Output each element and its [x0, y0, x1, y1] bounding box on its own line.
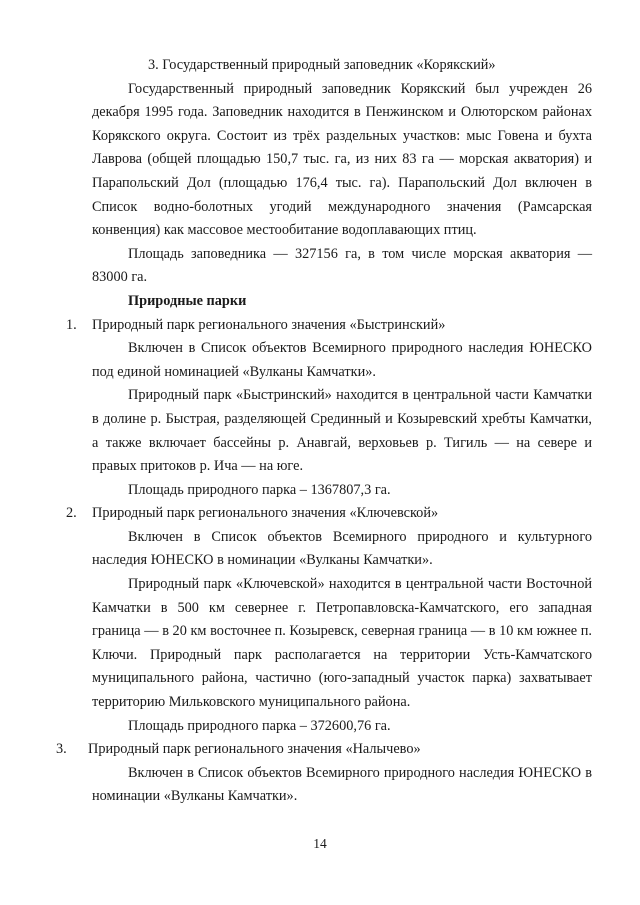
park-1-title	[56, 314, 592, 338]
reserve-area: Площадь заповедника — 327156 га, в том числе морская акватория — 83000 га.	[92, 245, 592, 286]
park-1-title-text: Природный парк регионального значения «Быстринский»	[92, 316, 446, 333]
park-2-title	[56, 502, 592, 526]
section-3-title: 3. Государственный природный заповедник «Корякский»	[148, 57, 496, 73]
park-3-title-text: Природный парк регионального значения «Налычево»	[88, 741, 421, 758]
park-2-description: Природный парк «Ключевской» находится в центральной части Восточной Камчатки в 500 км севернее г. Петропавловска-Камчатского, его западная граница — в 20 км восточнее п. Козыревск, северная граница — в 10 км южнее п. Ключи. Природный парк располагается на территории Усть-Камчатского муниципального района, частично (юго-западный участок парка) захватывает территорию Мильковского муниципального района.	[92, 576, 592, 711]
reserve-description: Государственный природный заповедник Корякский был учрежден 26 декабря 1995 года. Заповедник находится в Пенжинском и Олюторском районах Корякского округа. Состоит из трёх раздельных участков: мыс Говена и бухта Лаврова (общей площадью 150,7 тыс. га, из них 83 га — морская акватория) и Парапольский Дол (площадью 176,4 тыс. га). Парапольский Дол включен в Список водно-болотных угодий международного значения (Рамсарская конвенция) как массовое местообитание водоплавающих птиц.	[92, 80, 592, 239]
park-2-area: Площадь природного парка – 372600,76 га.	[128, 717, 391, 734]
park-2-number: 2.	[66, 505, 77, 522]
park-3-number: 3.	[56, 741, 67, 758]
park-2-title-text: Природный парк регионального значения «Ключевской»	[92, 505, 439, 522]
park-1-number: 1.	[66, 316, 77, 333]
parks-heading: Природные парки	[128, 292, 247, 309]
park-1-area: Площадь природного парка – 1367807,3 га.	[128, 481, 391, 498]
park-1-description: Природный парк «Быстринский» находится в центральной части Камчатки в долине р. Быстрая, разделяющей Срединный и Козыревский хребты Камчатки, а также включает бассейны р. Анавгай, верховьев р. Тигиль — на севере и правых притоков р. Ича — на юге.	[92, 387, 592, 475]
page-number: 14	[313, 836, 327, 851]
park-1-unesco: Включен в Список объектов Всемирного природного наследия ЮНЕСКО под единой номинацией «Вулканы Камчатки».	[92, 340, 592, 380]
park-3-unesco: Включен в Список объектов Всемирного природного наследия ЮНЕСКО в номинации «Вулканы Камчатки».	[92, 764, 592, 805]
park-2-unesco: Включен в Список объектов Всемирного природного и культурного наследия ЮНЕСКО в номинации «Вулканы Камчатки».	[92, 528, 592, 569]
park-3-title	[56, 738, 592, 762]
